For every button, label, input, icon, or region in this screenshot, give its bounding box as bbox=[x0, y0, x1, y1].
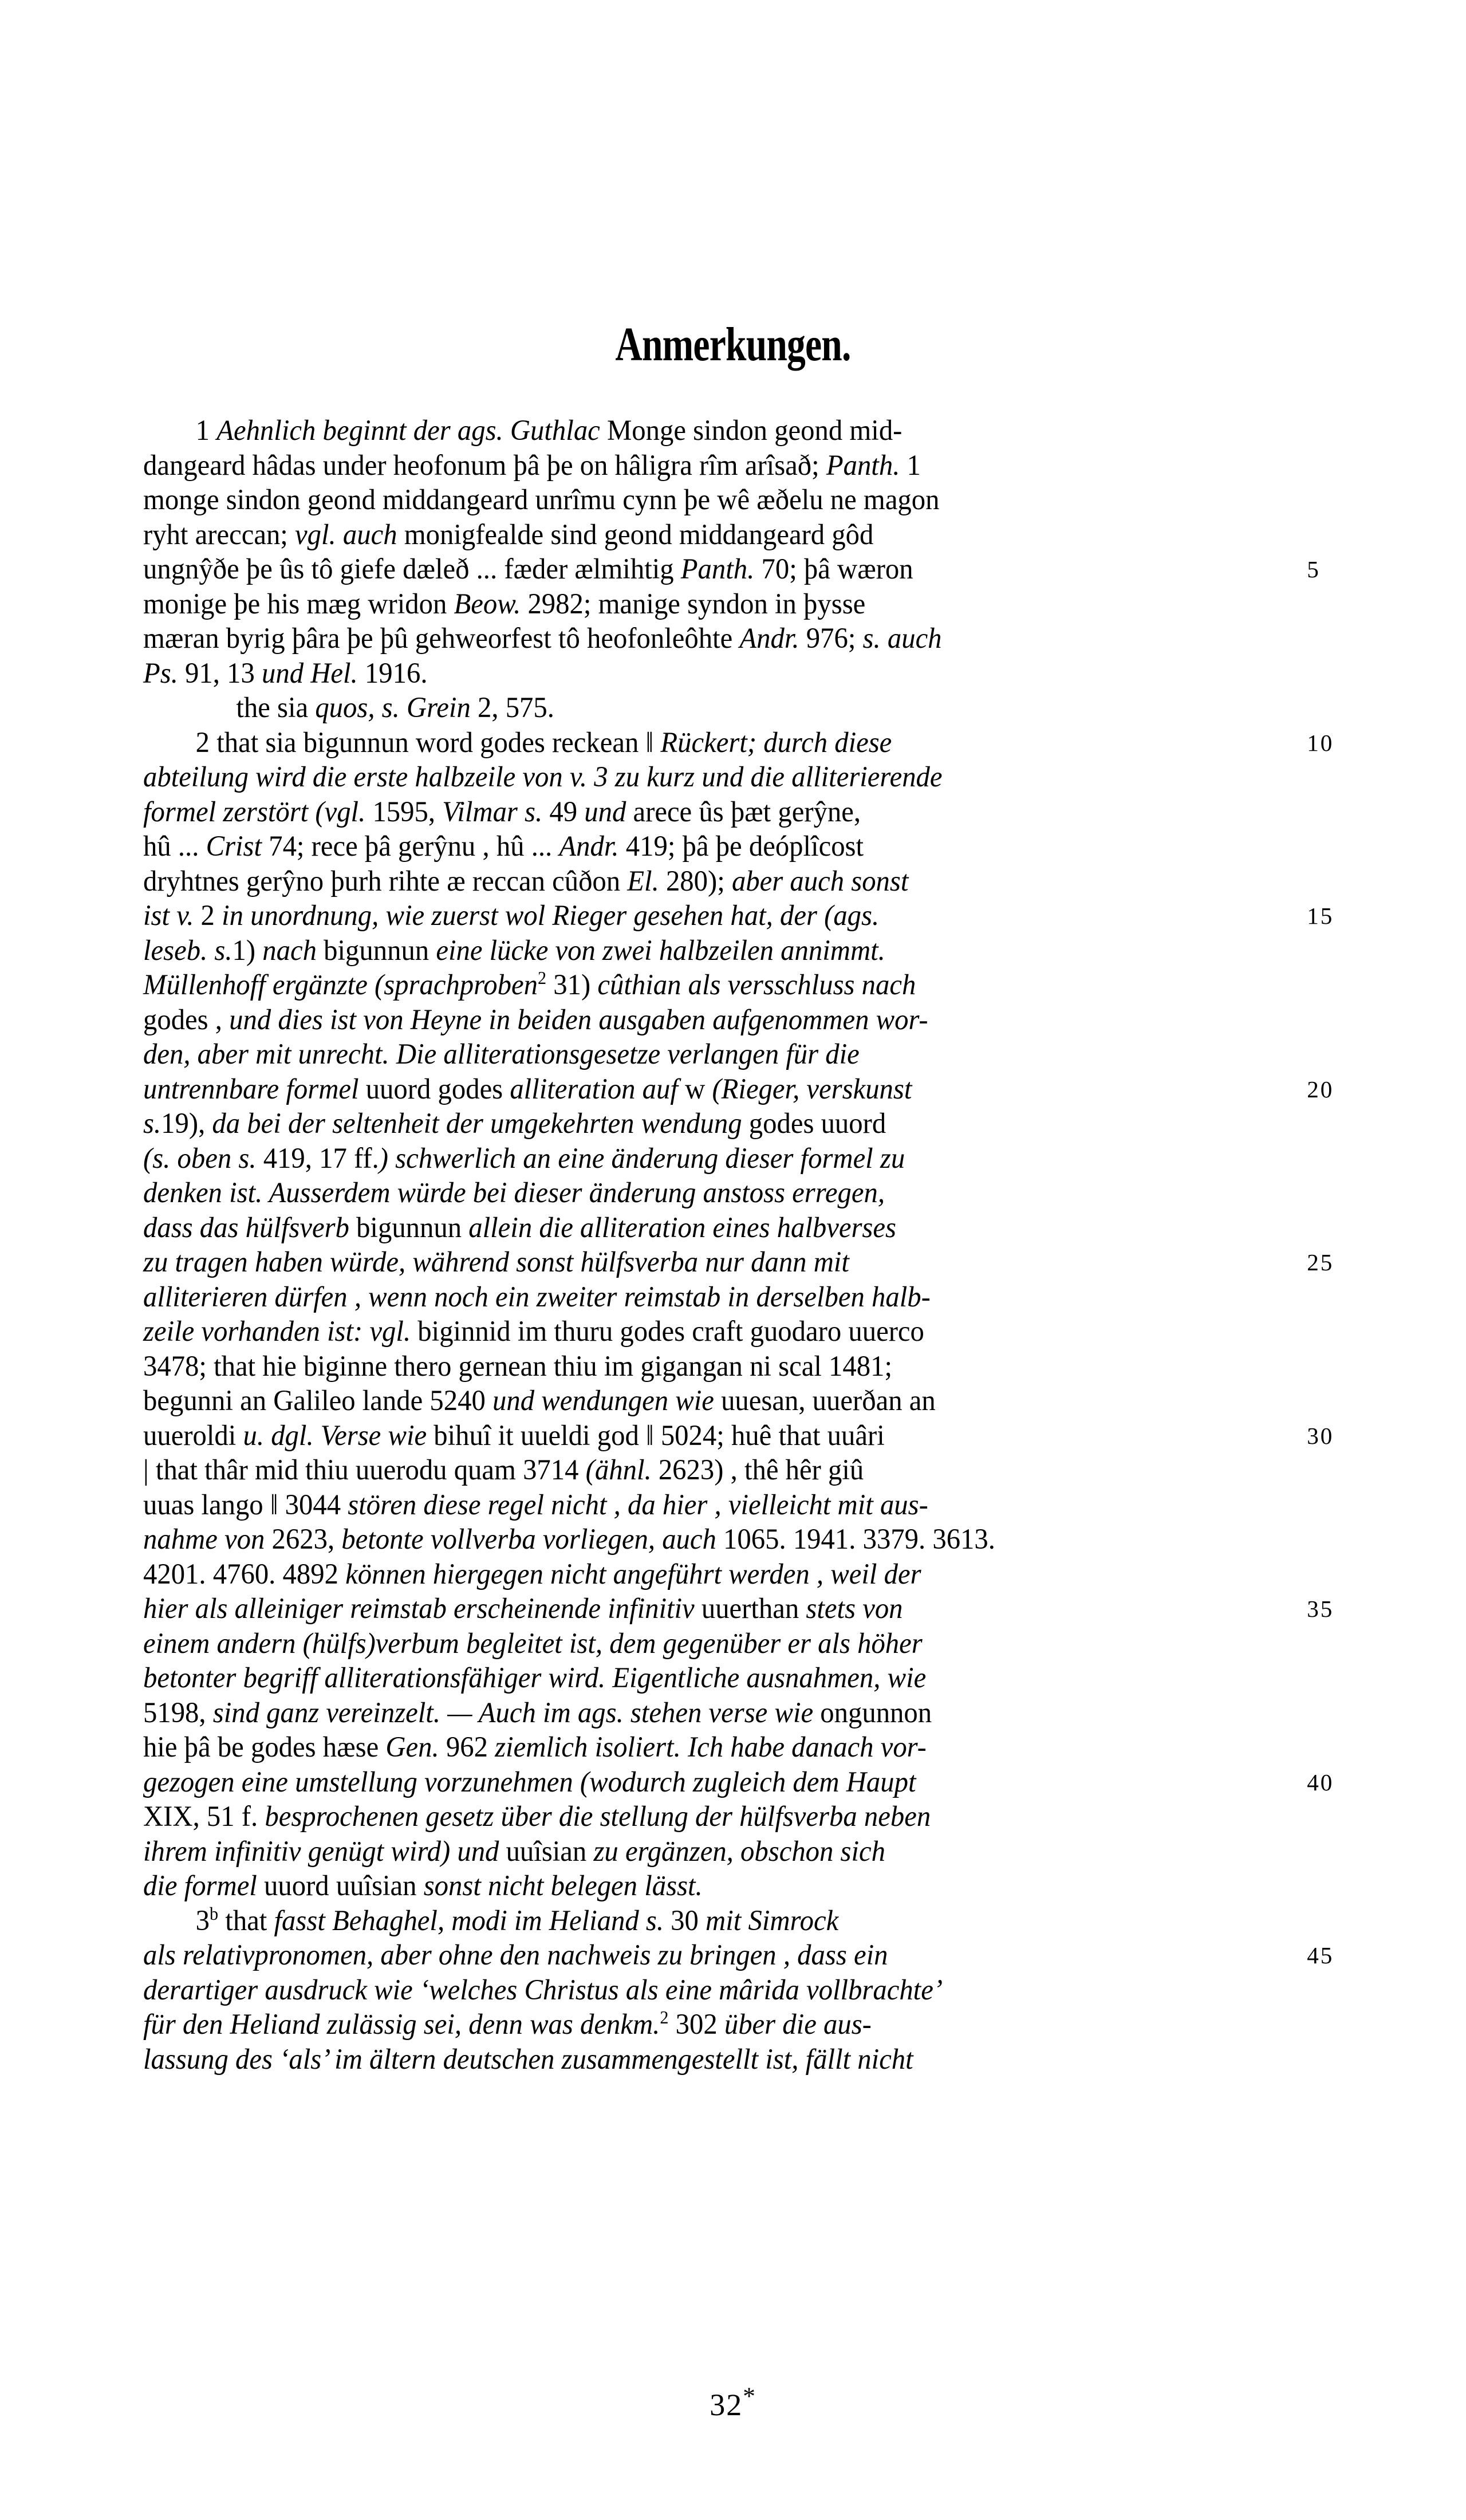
text-line bbox=[143, 1072, 1334, 1107]
roman-run: 91, 13 bbox=[185, 657, 262, 690]
text-line bbox=[143, 934, 1270, 968]
roman-run: 302 bbox=[675, 2009, 724, 2041]
superscript-marker: 2 bbox=[660, 2007, 669, 2027]
roman-run: dryhtnes gerŷno þurh rihte æ reccan cûðon bbox=[143, 865, 628, 897]
italic-run: Panth. bbox=[680, 553, 762, 585]
text-line bbox=[143, 1696, 1270, 1731]
italic-run: ziemlich isoliert. Ich habe danach vor- bbox=[495, 1731, 927, 1763]
italic-run: (ähnl. bbox=[585, 1454, 659, 1486]
roman-run: 976; bbox=[806, 623, 863, 655]
text-line bbox=[143, 1349, 1270, 1384]
text-line bbox=[143, 864, 1270, 899]
italic-run: untrennbare formel bbox=[143, 1073, 366, 1105]
text-line bbox=[143, 2007, 1270, 2042]
roman-run: biginnid im thuru godes craft guodaro uuerco bbox=[417, 1316, 924, 1348]
roman-run: 4201. 4760. 4892 bbox=[143, 1558, 346, 1590]
roman-run: uueroldi bbox=[143, 1419, 243, 1452]
italic-run: formel zerstört (vgl. bbox=[143, 796, 373, 828]
text-line bbox=[143, 1938, 1334, 1973]
italic-run: u. dgl. Verse wie bbox=[243, 1419, 434, 1452]
roman-run: the sia bbox=[236, 692, 316, 724]
italic-run: stören diese regel nicht , da hier , vielleicht mit aus- bbox=[348, 1489, 928, 1521]
italic-run: sonst nicht belegen lässt. bbox=[423, 1870, 703, 1902]
text-line bbox=[143, 621, 1270, 656]
italic-run: Gen. bbox=[385, 1731, 446, 1763]
margin-line-number: 5 bbox=[1307, 556, 1321, 582]
italic-run: Andr. bbox=[739, 623, 806, 655]
text-line bbox=[143, 1800, 1270, 1834]
italic-run: können hiergegen nicht angeführt werden , weil der bbox=[345, 1558, 921, 1590]
italic-run: Ps. bbox=[143, 657, 186, 690]
text-line bbox=[143, 1904, 1270, 1939]
roman-run: 1 bbox=[195, 415, 217, 447]
italic-run bbox=[546, 969, 553, 1001]
italic-run: hier als alleiniger reimstab erscheinende infinitiv bbox=[143, 1593, 702, 1625]
italic-run: und bbox=[584, 796, 633, 828]
superscript-marker: 2 bbox=[537, 968, 547, 988]
roman-run: monigfealde sind geond middangeard gôd bbox=[404, 518, 874, 551]
italic-run: mit Simrock bbox=[706, 1904, 839, 1937]
roman-run: XIX, 51 f. bbox=[143, 1801, 265, 1833]
text-line bbox=[143, 1627, 1270, 1661]
italic-run: über die aus- bbox=[724, 2009, 872, 2041]
roman-run: Monge sindon geond mid- bbox=[606, 415, 903, 447]
text-line bbox=[143, 1245, 1334, 1280]
text-line bbox=[143, 829, 1270, 864]
roman-run: 2623, bbox=[271, 1523, 342, 1556]
roman-run: hû ... bbox=[143, 830, 206, 863]
margin-line-number: 10 bbox=[1307, 729, 1334, 756]
text-line bbox=[143, 1280, 1270, 1315]
italic-run: Panth. bbox=[826, 449, 907, 482]
folio-number: 32 bbox=[710, 2388, 743, 2422]
italic-run: eine lücke von zwei halbzeilen annimmt. bbox=[436, 934, 885, 967]
roman-run: hie þâ be godes hæse bbox=[143, 1731, 386, 1763]
text-line bbox=[143, 1730, 1270, 1765]
text-line bbox=[143, 1488, 1270, 1523]
roman-run: godes uuord bbox=[748, 1108, 886, 1140]
roman-run: 2 that sia bigunnun word godes reckean ‖ bbox=[195, 726, 661, 759]
italic-run: El. bbox=[627, 865, 666, 897]
italic-run: allein die alliteration eines halbverses bbox=[468, 1211, 896, 1244]
italic-run: ihrem infinitiv genügt wird) und bbox=[143, 1835, 506, 1868]
roman-run: godes , bbox=[143, 1003, 230, 1036]
page-title: Anmerkungen. bbox=[615, 318, 851, 371]
italic-run: betonter begriff alliterationsfähiger wird. Eigentliche ausnahmen, wie bbox=[143, 1662, 927, 1694]
italic-run: zu ergänzen, obschon sich bbox=[593, 1835, 886, 1868]
italic-run: zu tragen haben würde, während sonst hülfsverba nur dann mit bbox=[143, 1246, 849, 1278]
text-line bbox=[143, 1592, 1334, 1627]
roman-run: uuerthan bbox=[701, 1593, 806, 1625]
text-line bbox=[143, 1557, 1270, 1592]
italic-run: und dies ist von Heyne in beiden ausgaben aufgenommen wor- bbox=[229, 1003, 928, 1036]
text-line bbox=[143, 1384, 1270, 1419]
italic-run: cûthian als versschluss nach bbox=[597, 969, 916, 1001]
roman-run: ongunnon bbox=[820, 1696, 932, 1729]
italic-run: s. bbox=[143, 1108, 161, 1140]
text-line bbox=[143, 1834, 1270, 1869]
italic-run: dass das hülfsverb bbox=[143, 1211, 357, 1244]
roman-run: uuord uuîsian bbox=[264, 1870, 424, 1902]
italic-run: Beow. bbox=[454, 588, 528, 620]
roman-run: 2, 575. bbox=[477, 692, 554, 724]
text-line bbox=[143, 1176, 1270, 1211]
roman-run: that bbox=[218, 1904, 274, 1937]
italic-run: (Rieger, verskunst bbox=[712, 1073, 912, 1105]
roman-run: 49 bbox=[549, 796, 585, 828]
text-line bbox=[143, 795, 1270, 830]
italic-run: einem andern (hülfs)verbum begleitet ist, dem gegenüber er als höher bbox=[143, 1627, 923, 1660]
italic-run: lassung des ‘als’ im ältern deutschen zusammengestellt ist, fällt nicht bbox=[143, 2043, 913, 2076]
margin-line-number: 20 bbox=[1307, 1076, 1334, 1102]
roman-run: 1) bbox=[232, 934, 263, 967]
roman-run: 1065. 1941. 3379. 3613. bbox=[723, 1523, 995, 1556]
text-line bbox=[143, 552, 1321, 587]
text-line bbox=[143, 1869, 1270, 1904]
roman-run: uuesan, uuerðan an bbox=[721, 1385, 936, 1417]
roman-run: mæran byrig þâra þe þû gehweorfest tô heofonleôhte bbox=[143, 623, 740, 655]
italic-run: aber auch sonst bbox=[731, 865, 909, 897]
text-line bbox=[143, 587, 1270, 622]
italic-run: alliteration auf bbox=[510, 1073, 685, 1105]
italic-run: Vilmar s. bbox=[442, 796, 550, 828]
roman-run: 3 bbox=[195, 1904, 210, 1937]
italic-run: gezogen eine umstellung vorzunehmen (wodurch zugleich dem Haupt bbox=[143, 1766, 916, 1798]
italic-run: die formel bbox=[143, 1870, 265, 1902]
folio-asterisk: * bbox=[743, 2383, 756, 2410]
roman-run: uuord godes bbox=[365, 1073, 510, 1105]
roman-run: 962 bbox=[446, 1731, 495, 1763]
italic-run: s. auch bbox=[862, 623, 942, 655]
text-line bbox=[143, 1765, 1334, 1800]
roman-run: bigunnun bbox=[324, 934, 436, 967]
italic-run: ) schwerlich an eine änderung dieser formel zu bbox=[379, 1142, 905, 1175]
text-line bbox=[143, 2042, 1270, 2077]
text-line bbox=[143, 518, 1270, 553]
italic-run: quos, s. Grein bbox=[315, 692, 478, 724]
italic-run: und wendungen wie bbox=[492, 1385, 722, 1417]
italic-run: Andr. bbox=[559, 830, 626, 863]
roman-run: 19), bbox=[161, 1108, 212, 1140]
roman-run: 31) bbox=[553, 969, 598, 1001]
italic-run: vgl. auch bbox=[295, 518, 404, 551]
italic-run: alliterieren dürfen , wenn noch ein zweiter reimstab in derselben halb- bbox=[143, 1281, 931, 1313]
italic-run: fasst Behaghel, modi im Heliand s. bbox=[274, 1904, 671, 1937]
text-line bbox=[143, 1314, 1270, 1349]
text-line bbox=[143, 1037, 1270, 1072]
margin-line-number: 35 bbox=[1307, 1596, 1334, 1622]
text-line bbox=[143, 726, 1334, 761]
roman-run: monige þe his mæg wridon bbox=[143, 588, 454, 620]
notes-body bbox=[143, 414, 1334, 2077]
margin-line-number: 45 bbox=[1307, 1942, 1334, 1968]
italic-run bbox=[668, 2009, 675, 2041]
text-line bbox=[143, 656, 1270, 691]
roman-run: 2623) , thê hêr giû bbox=[658, 1454, 864, 1486]
margin-line-number: 25 bbox=[1307, 1249, 1334, 1275]
italic-run: den, aber mit unrecht. Die alliterationsgesetze verlangen für die bbox=[143, 1038, 860, 1070]
italic-run: für den Heliand zulässig sei, denn was denkm. bbox=[143, 2009, 660, 2041]
margin-line-number: 40 bbox=[1307, 1769, 1334, 1796]
roman-run: 3478; that hie biginne thero gernean thiu im gigangan ni scal 1481; bbox=[143, 1350, 892, 1383]
italic-run: betonte vollverba vorliegen, auch bbox=[341, 1523, 724, 1556]
italic-run: sind ganz vereinzelt. — Auch im ags. stehen verse wie bbox=[212, 1696, 821, 1729]
roman-run: uuas lango ‖ 3044 bbox=[143, 1489, 348, 1521]
text-line bbox=[143, 414, 1270, 448]
italic-run: stets von bbox=[806, 1593, 903, 1625]
roman-run: ungnŷðe þe ûs tô giefe dæleð ... fæder ælmihtig bbox=[143, 553, 681, 585]
italic-run: Crist bbox=[206, 830, 269, 863]
text-line bbox=[143, 1973, 1270, 2008]
text-line bbox=[143, 1003, 1270, 1038]
roman-run: w bbox=[685, 1073, 712, 1105]
italic-run: in unordnung, wie zuerst wol Rieger gesehen hat, der (ags. bbox=[222, 900, 880, 932]
roman-run: | that thâr mid thiu uuerodu quam 3714 bbox=[143, 1454, 586, 1486]
margin-line-number: 30 bbox=[1307, 1422, 1334, 1449]
italic-run: nach bbox=[262, 934, 324, 967]
roman-run: 1595, bbox=[372, 796, 443, 828]
italic-run: nahme von bbox=[143, 1523, 272, 1556]
text-line bbox=[143, 1211, 1270, 1246]
roman-run: 30 bbox=[671, 1904, 706, 1937]
text-line bbox=[143, 1453, 1270, 1488]
roman-run: 1916. bbox=[364, 657, 428, 690]
italic-run: (s. oben s. bbox=[143, 1142, 263, 1175]
roman-run: 70; þâ wæron bbox=[761, 553, 913, 585]
italic-run: da bei der seltenheit der umgekehrten wendung bbox=[212, 1108, 749, 1140]
text-line bbox=[143, 1522, 1270, 1557]
roman-run: dangeard hâdas under heofonum þâ þe on hâligra rîm arîsað; bbox=[143, 449, 826, 482]
text-line bbox=[143, 899, 1334, 934]
italic-run: Müllenhoff ergänzte (sprachproben bbox=[143, 969, 538, 1001]
text-line bbox=[143, 448, 1270, 483]
roman-run: 419; þâ þe deóplîcost bbox=[625, 830, 864, 863]
text-line bbox=[143, 968, 1270, 1003]
italic-run: Rückert; durch diese bbox=[660, 726, 892, 759]
roman-run: 2 bbox=[200, 900, 222, 932]
text-line bbox=[143, 760, 1270, 795]
roman-run: 280); bbox=[665, 865, 732, 897]
superscript-marker: b bbox=[210, 1903, 219, 1924]
italic-run: und Hel. bbox=[261, 657, 365, 690]
italic-run: Aehnlich beginnt der ags. Guthlac bbox=[216, 415, 607, 447]
text-line bbox=[143, 1107, 1270, 1141]
text-line bbox=[143, 1141, 1270, 1176]
margin-line-number: 15 bbox=[1307, 903, 1334, 929]
text-line bbox=[143, 483, 1270, 518]
italic-run: leseb. s. bbox=[143, 934, 232, 967]
roman-run: uuîsian bbox=[506, 1835, 594, 1868]
roman-run: 5198, bbox=[143, 1696, 213, 1729]
italic-run: besprochenen gesetz über die stellung der hülfsverba neben bbox=[265, 1801, 931, 1833]
italic-run: zeile vorhanden ist: vgl. bbox=[143, 1316, 418, 1348]
italic-run: abteilung wird die erste halbzeile von v. 3 zu kurz und die alliterierende bbox=[143, 761, 943, 793]
roman-run: 419, 17 ff. bbox=[263, 1142, 379, 1175]
italic-run: als relativpronomen, aber ohne den nachweis zu bringen , dass ein bbox=[143, 1939, 888, 1971]
text-line bbox=[143, 1419, 1334, 1454]
roman-run: 1 bbox=[907, 449, 921, 482]
folio-signature bbox=[0, 2383, 1466, 2423]
roman-run: ryht areccan; bbox=[143, 518, 295, 551]
roman-run: 2982; manige syndon in þysse bbox=[527, 588, 866, 620]
italic-run: derartiger ausdruck wie ‘welches Christus als eine mârida vollbrachte’ bbox=[143, 1974, 943, 2006]
italic-run: ist v. bbox=[143, 900, 201, 932]
roman-run: bigunnun bbox=[356, 1211, 469, 1244]
roman-run: 74; rece þâ gerŷnu , hû ... bbox=[269, 830, 559, 863]
text-line bbox=[143, 1661, 1270, 1696]
text-line bbox=[143, 691, 1270, 726]
roman-run: begunni an Galileo lande 5240 bbox=[143, 1385, 493, 1417]
italic-run: denken ist. Ausserdem würde bei dieser änderung anstoss erregen, bbox=[143, 1177, 885, 1209]
roman-run: monge sindon geond middangeard unrîmu cynn þe wê æðelu ne magon bbox=[143, 484, 940, 516]
roman-run: arece ûs þæt gerŷne, bbox=[633, 796, 861, 828]
page-content bbox=[143, 318, 1334, 2077]
roman-run: bihuî it uueldi god ‖ 5024; huê that uuâri bbox=[434, 1419, 885, 1452]
